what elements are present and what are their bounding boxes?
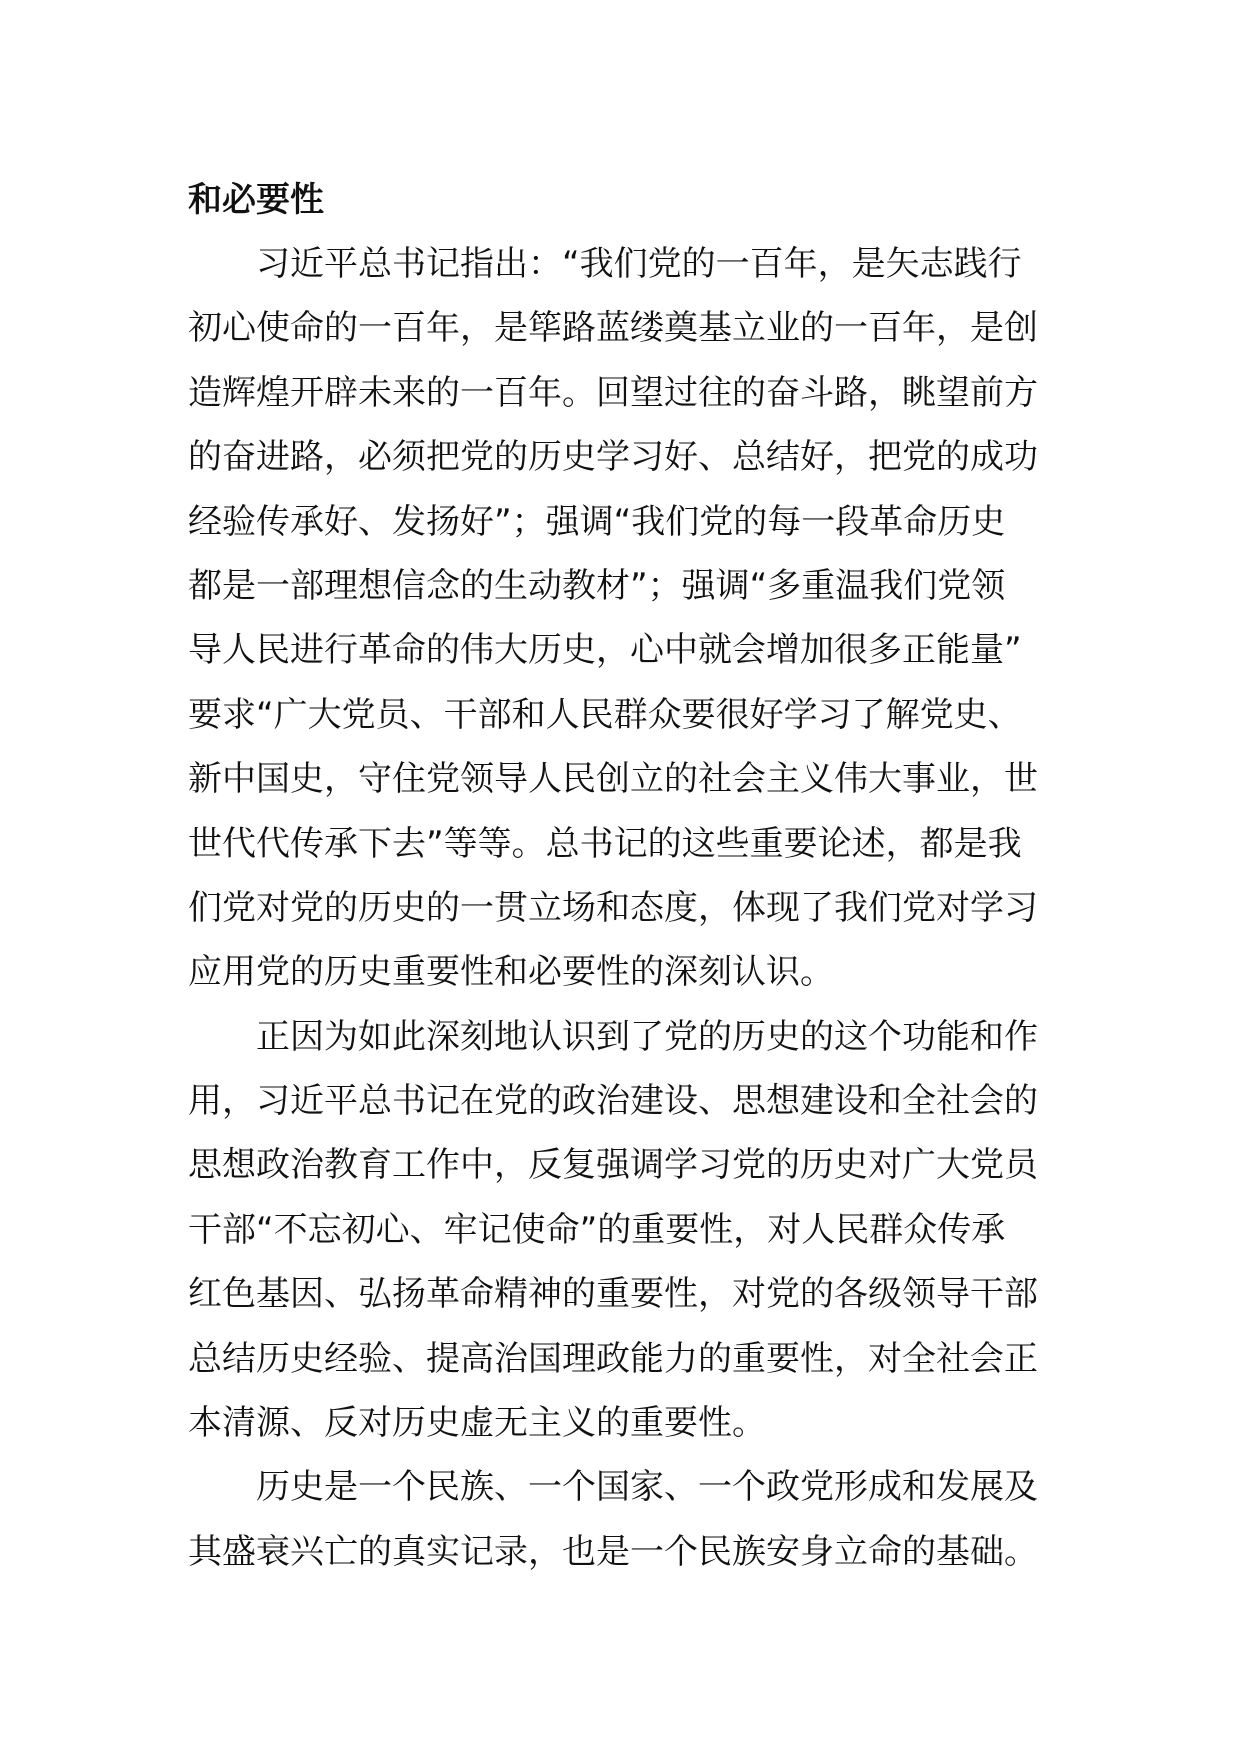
paragraph-1 <box>188 232 1060 1005</box>
paragraph-line: 都是一部理想信念的生动教材”；强调“多重温我们党领 <box>188 565 1006 606</box>
paragraph-line: 红色基因、弘扬革命精神的重要性，对党的各级领导干部 <box>188 1274 1038 1315</box>
paragraph-line: 的奋进路，必须把党的历史学习好、总结好，把党的成功 <box>188 437 1038 478</box>
paragraph-line: 应用党的历史重要性和必要性的深刻认识。 <box>188 952 834 993</box>
paragraph-line: 经验传承好、发扬好”；强调“我们党的每一段革命历史 <box>188 501 1006 542</box>
paragraph-line: 初心使命的一百年，是筚路蓝缕奠基立业的一百年，是创 <box>188 308 1038 349</box>
paragraph-line: 新中国史，守住党领导人民创立的社会主义伟大事业，世 <box>188 759 1038 800</box>
paragraph-line: 习近平总书记指出：“我们党的一百年，是矢志践行 <box>256 244 1022 284</box>
paragraph-2 <box>188 1005 1060 1456</box>
section-heading-fragment: 和必要性 <box>188 180 324 220</box>
paragraph-line: 用，习近平总书记在党的政治建设、思想建设和全社会的 <box>188 1081 1038 1122</box>
paragraph-line: 们党对党的历史的一贯立场和态度，体现了我们党对学习 <box>188 887 1038 928</box>
paragraph-line: 导人民进行革命的伟大历史，心中就会增加很多正能量” <box>188 630 1022 671</box>
paragraph-line: 思想政治教育工作中，反复强调学习党的历史对广大党员 <box>188 1145 1038 1186</box>
paragraph-line: 本清源、反对历史虚无主义的重要性。 <box>188 1403 766 1444</box>
paragraph-3 <box>188 1455 1060 1584</box>
paragraph-line: 世代代传承下去”等等。总书记的这些重要论述，都是我 <box>188 823 1022 864</box>
paragraph-line: 造辉煌开辟未来的一百年。回望过往的奋斗路，眺望前方 <box>188 372 1038 413</box>
paragraph-line: 其盛衰兴亡的真实记录，也是一个民族安身立命的基础。 <box>188 1531 1038 1572</box>
paragraph-line: 干部“不忘初心、牢记使命”的重要性，对人民群众传承 <box>188 1209 1006 1250</box>
paragraph-line: 要求“广大党员、干部和人民群众要很好学习了解党史、 <box>188 694 1022 735</box>
paragraph-line: 历史是一个民族、一个国家、一个政党形成和发展及 <box>256 1467 1038 1508</box>
document-body <box>188 168 1060 1584</box>
paragraph-line: 总结历史经验、提高治国理政能力的重要性，对全社会正 <box>188 1338 1038 1379</box>
paragraph-line: 正因为如此深刻地认识到了党的历史的这个功能和作 <box>256 1016 1038 1057</box>
